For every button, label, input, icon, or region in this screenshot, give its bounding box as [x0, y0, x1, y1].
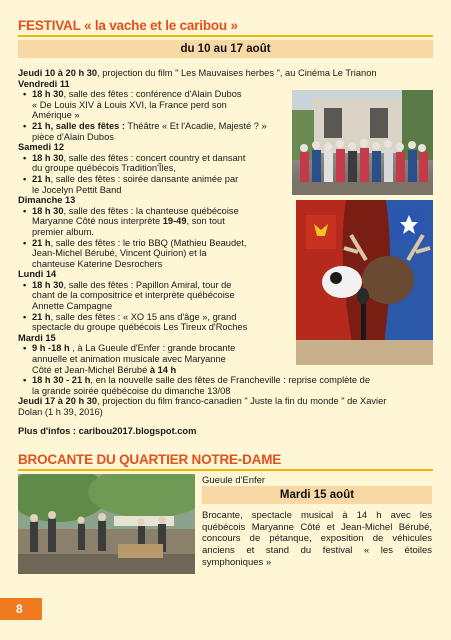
programme-line-text: Amérique »	[32, 110, 80, 121]
festival-dates: du 10 au 17 août	[18, 40, 433, 58]
programme-line	[18, 407, 433, 418]
programme-day-heading	[18, 79, 433, 90]
programme-line-bold: Mardi 15	[18, 332, 56, 343]
brocante-title-rule	[18, 469, 433, 471]
programme-line-bold: Vendredi 11	[18, 78, 70, 89]
programme-line-text: , projection du film franco-canadien " Juste la fin du monde " de Xavier	[97, 396, 387, 407]
programme-line	[18, 386, 433, 397]
programme-line-text: , salle des fêtes : « XO 15 ans d'âge », grand	[50, 311, 237, 322]
programme-line-text: , son tout	[186, 216, 225, 227]
brocante-description: Brocante, spectacle musical à 14 h avec les québécois Maryanne Côté et Jean-Michel Bérubé, concours de pétanque, exposition de véhicules anciens et stand du festival « les étoiles symphoniques »	[202, 510, 432, 568]
programme-line-text: Côté et Jean-Michel Bérubé	[32, 364, 150, 375]
festival-poster-illustration	[296, 200, 433, 365]
programme-line-text: spectacle du groupe québécois Les Tireux d'Roches	[32, 322, 248, 333]
programme-line-text: le Jocelyn Pettit Band	[32, 184, 122, 195]
programme-line-text: Jean-Michel Bérubé, Vincent Quirion) et la	[32, 248, 207, 259]
programme-line-bold: Jeudi 10 à 20 h 30	[18, 68, 98, 78]
brocante-title: BROCANTE DU QUARTIER NOTRE-DAME	[18, 452, 282, 467]
brocante-date: Mardi 15 août	[202, 486, 432, 504]
programme-line-text: , à La Gueule d'Enfer : grande brocante	[69, 343, 236, 354]
festival-title: FESTIVAL « la vache et le caribou »	[18, 18, 238, 33]
programme-line-text: , salle des fêtes : concert country et dansant	[63, 152, 246, 163]
programme-line-text: Annette Campagne	[32, 301, 113, 312]
programme-line-text: du groupe québécois Tradition'Îles,	[32, 163, 176, 174]
programme-line-bold: à 14 h	[149, 364, 177, 375]
programme-line-bold: Lundi 14	[18, 269, 57, 280]
programme-line-bold: 18 h 30	[32, 279, 64, 290]
programme-line-text: Théâtre « Et l'Acadie, Majesté ? »	[125, 120, 267, 131]
programme-line-bold: 18 h 30	[32, 89, 64, 100]
programme-line-text: , salle des fêtes : conférence d'Alain Dubos	[63, 89, 242, 100]
programme-line-text: , projection du film " Les Mauvaises herbes ", au Cinéma Le Trianon	[97, 68, 377, 78]
programme-line-text: , salle des fêtes : soirée dansante animée par	[50, 173, 239, 184]
programme-line	[18, 365, 433, 376]
programme-line-text: Dolan (1 h 39, 2016)	[18, 407, 103, 417]
programme-line	[18, 375, 433, 386]
programme-line-text: la grande soirée québécoise du dimanche 13/08	[32, 385, 231, 396]
programme-line	[18, 396, 433, 407]
programme-line-bold: Dimanche 13	[18, 195, 76, 206]
programme-line-bold: 18 h 30 - 21 h	[32, 375, 91, 386]
brocante-location: Gueule d'Enfer	[202, 475, 266, 486]
programme-line-text: chant de la compositrice et interprète québécoise	[32, 290, 235, 301]
programme-line-bold: 21 h	[32, 173, 51, 184]
programme-line	[18, 68, 433, 79]
programme-line-text: premier album.	[32, 226, 95, 237]
programme-line-text: « De Louis XIV à Louis XVI, la France perd son	[32, 99, 227, 110]
programme-line-bold: 9 h -18 h	[32, 343, 70, 354]
programme-line-bold: 18 h 30	[32, 205, 64, 216]
programme-line-text: , salle des fêtes : Papillon Amiral, tour de	[63, 279, 232, 290]
programme-line-text: , en la nouvelle salle des fêtes de Francheville : reprise complète de	[90, 375, 370, 386]
programme-line-bold: Jeudi 17 à 20 h 30	[18, 396, 98, 407]
group-photo	[292, 90, 433, 195]
programme-line-bold: 21 h	[32, 237, 51, 248]
programme-line-text: chanteuse Katerine Desrochers	[32, 258, 163, 269]
programme-line-bold: 19-49	[162, 216, 187, 227]
programme-line-bold: Samedi 12	[18, 142, 64, 153]
programme-line-bold: 21 h, salle des fêtes :	[32, 120, 126, 131]
programme-line-text: , salle des fêtes : la chanteuse québécoise	[63, 205, 239, 216]
programme-line-text: , salle des fêtes : le trio BBQ (Mathieu Beaudet,	[50, 237, 247, 248]
programme-line-text: Maryanne Côté nous interprète	[32, 216, 163, 227]
programme-line-bold: 21 h	[32, 311, 51, 322]
more-info-link[interactable]: Plus d'infos : caribou2017.blogspot.com	[18, 426, 197, 436]
brocante-photo	[18, 474, 195, 574]
page-number: 8	[0, 598, 42, 620]
programme-line-bold: 18 h 30	[32, 152, 64, 163]
programme-line-text: annuelle et animation musicale avec Maryanne	[32, 354, 226, 365]
programme-line-text: pièce d'Alain Dubos	[32, 131, 114, 142]
festival-title-rule	[18, 35, 433, 37]
